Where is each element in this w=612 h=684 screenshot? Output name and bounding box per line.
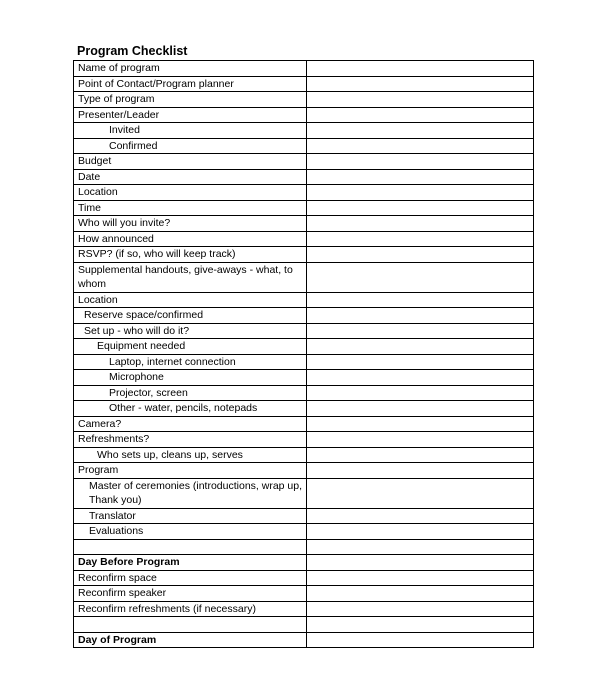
table-row bbox=[74, 508, 534, 524]
row-label: Master of ceremonies (introductions, wrap up, Thank you) bbox=[74, 478, 307, 508]
row-value[interactable] bbox=[307, 76, 534, 92]
table-row bbox=[74, 570, 534, 586]
table-row bbox=[74, 323, 534, 339]
table-row bbox=[74, 123, 534, 139]
table-row bbox=[74, 354, 534, 370]
table-row bbox=[74, 385, 534, 401]
row-label: Set up - who will do it? bbox=[74, 323, 307, 339]
row-label: How announced bbox=[74, 231, 307, 247]
row-label: Date bbox=[74, 169, 307, 185]
row-value[interactable] bbox=[307, 463, 534, 479]
row-label: Invited bbox=[74, 123, 307, 139]
table-row bbox=[74, 416, 534, 432]
table-row bbox=[74, 432, 534, 448]
row-value[interactable] bbox=[307, 123, 534, 139]
row-label: Other - water, pencils, notepads bbox=[74, 401, 307, 417]
row-label: Refreshments? bbox=[74, 432, 307, 448]
table-row bbox=[74, 138, 534, 154]
row-label: Reconfirm refreshments (if necessary) bbox=[74, 601, 307, 617]
row-label bbox=[74, 617, 307, 633]
table-row bbox=[74, 92, 534, 108]
row-value[interactable] bbox=[307, 508, 534, 524]
row-label: Evaluations bbox=[74, 524, 307, 540]
section-heading: Day of Program bbox=[74, 632, 307, 648]
row-label: Program bbox=[74, 463, 307, 479]
row-value[interactable] bbox=[307, 354, 534, 370]
row-value[interactable] bbox=[307, 370, 534, 386]
row-label: Who sets up, cleans up, serves bbox=[74, 447, 307, 463]
row-value[interactable] bbox=[307, 416, 534, 432]
table-row bbox=[74, 292, 534, 308]
table-row bbox=[74, 555, 534, 571]
table-row bbox=[74, 339, 534, 355]
row-value[interactable] bbox=[307, 92, 534, 108]
row-value[interactable] bbox=[307, 478, 534, 508]
table-row bbox=[74, 76, 534, 92]
row-value[interactable] bbox=[307, 200, 534, 216]
row-label: Camera? bbox=[74, 416, 307, 432]
row-label: Equipment needed bbox=[74, 339, 307, 355]
row-label: Presenter/Leader bbox=[74, 107, 307, 123]
row-label: Location bbox=[74, 292, 307, 308]
row-label: Supplemental handouts, give-aways - what, to whom bbox=[74, 262, 307, 292]
table-row bbox=[74, 169, 534, 185]
row-value[interactable] bbox=[307, 632, 534, 648]
table-row bbox=[74, 524, 534, 540]
row-value[interactable] bbox=[307, 323, 534, 339]
row-label: Point of Contact/Program planner bbox=[74, 76, 307, 92]
table-row bbox=[74, 401, 534, 417]
row-value[interactable] bbox=[307, 107, 534, 123]
row-value[interactable] bbox=[307, 247, 534, 263]
table-row bbox=[74, 539, 534, 555]
row-value[interactable] bbox=[307, 447, 534, 463]
table-row bbox=[74, 107, 534, 123]
table-row bbox=[74, 200, 534, 216]
table-row bbox=[74, 370, 534, 386]
document-title: Program Checklist bbox=[77, 44, 188, 58]
table-row bbox=[74, 617, 534, 633]
table-row bbox=[74, 262, 534, 292]
row-label: Type of program bbox=[74, 92, 307, 108]
table-row bbox=[74, 154, 534, 170]
row-label: Name of program bbox=[74, 61, 307, 77]
row-label: Confirmed bbox=[74, 138, 307, 154]
row-value[interactable] bbox=[307, 308, 534, 324]
checklist-table bbox=[73, 60, 534, 648]
row-label: Microphone bbox=[74, 370, 307, 386]
row-label: Laptop, internet connection bbox=[74, 354, 307, 370]
row-value[interactable] bbox=[307, 555, 534, 571]
table-row bbox=[74, 447, 534, 463]
table-row bbox=[74, 463, 534, 479]
table-row bbox=[74, 216, 534, 232]
row-value[interactable] bbox=[307, 385, 534, 401]
row-value[interactable] bbox=[307, 432, 534, 448]
row-value[interactable] bbox=[307, 185, 534, 201]
row-value[interactable] bbox=[307, 524, 534, 540]
row-label: RSVP? (if so, who will keep track) bbox=[74, 247, 307, 263]
row-label: Location bbox=[74, 185, 307, 201]
table-row bbox=[74, 632, 534, 648]
row-label: Time bbox=[74, 200, 307, 216]
row-label: Reconfirm space bbox=[74, 570, 307, 586]
row-label: Projector, screen bbox=[74, 385, 307, 401]
table-row bbox=[74, 61, 534, 77]
row-value[interactable] bbox=[307, 292, 534, 308]
row-value[interactable] bbox=[307, 169, 534, 185]
row-value[interactable] bbox=[307, 138, 534, 154]
row-value[interactable] bbox=[307, 539, 534, 555]
row-value[interactable] bbox=[307, 586, 534, 602]
table-row bbox=[74, 308, 534, 324]
row-label: Reserve space/confirmed bbox=[74, 308, 307, 324]
row-value[interactable] bbox=[307, 570, 534, 586]
table-row bbox=[74, 247, 534, 263]
table-row bbox=[74, 231, 534, 247]
row-label bbox=[74, 539, 307, 555]
row-label: Translator bbox=[74, 508, 307, 524]
table-row bbox=[74, 185, 534, 201]
row-label: Budget bbox=[74, 154, 307, 170]
section-heading: Day Before Program bbox=[74, 555, 307, 571]
row-value[interactable] bbox=[307, 216, 534, 232]
row-value[interactable] bbox=[307, 339, 534, 355]
row-label: Reconfirm speaker bbox=[74, 586, 307, 602]
row-value[interactable] bbox=[307, 154, 534, 170]
row-value[interactable] bbox=[307, 231, 534, 247]
table-row bbox=[74, 478, 534, 508]
row-label: Who will you invite? bbox=[74, 216, 307, 232]
row-value[interactable] bbox=[307, 61, 534, 77]
table-row bbox=[74, 586, 534, 602]
row-value[interactable] bbox=[307, 601, 534, 617]
row-value[interactable] bbox=[307, 401, 534, 417]
table-row bbox=[74, 601, 534, 617]
row-value[interactable] bbox=[307, 262, 534, 292]
row-value[interactable] bbox=[307, 617, 534, 633]
